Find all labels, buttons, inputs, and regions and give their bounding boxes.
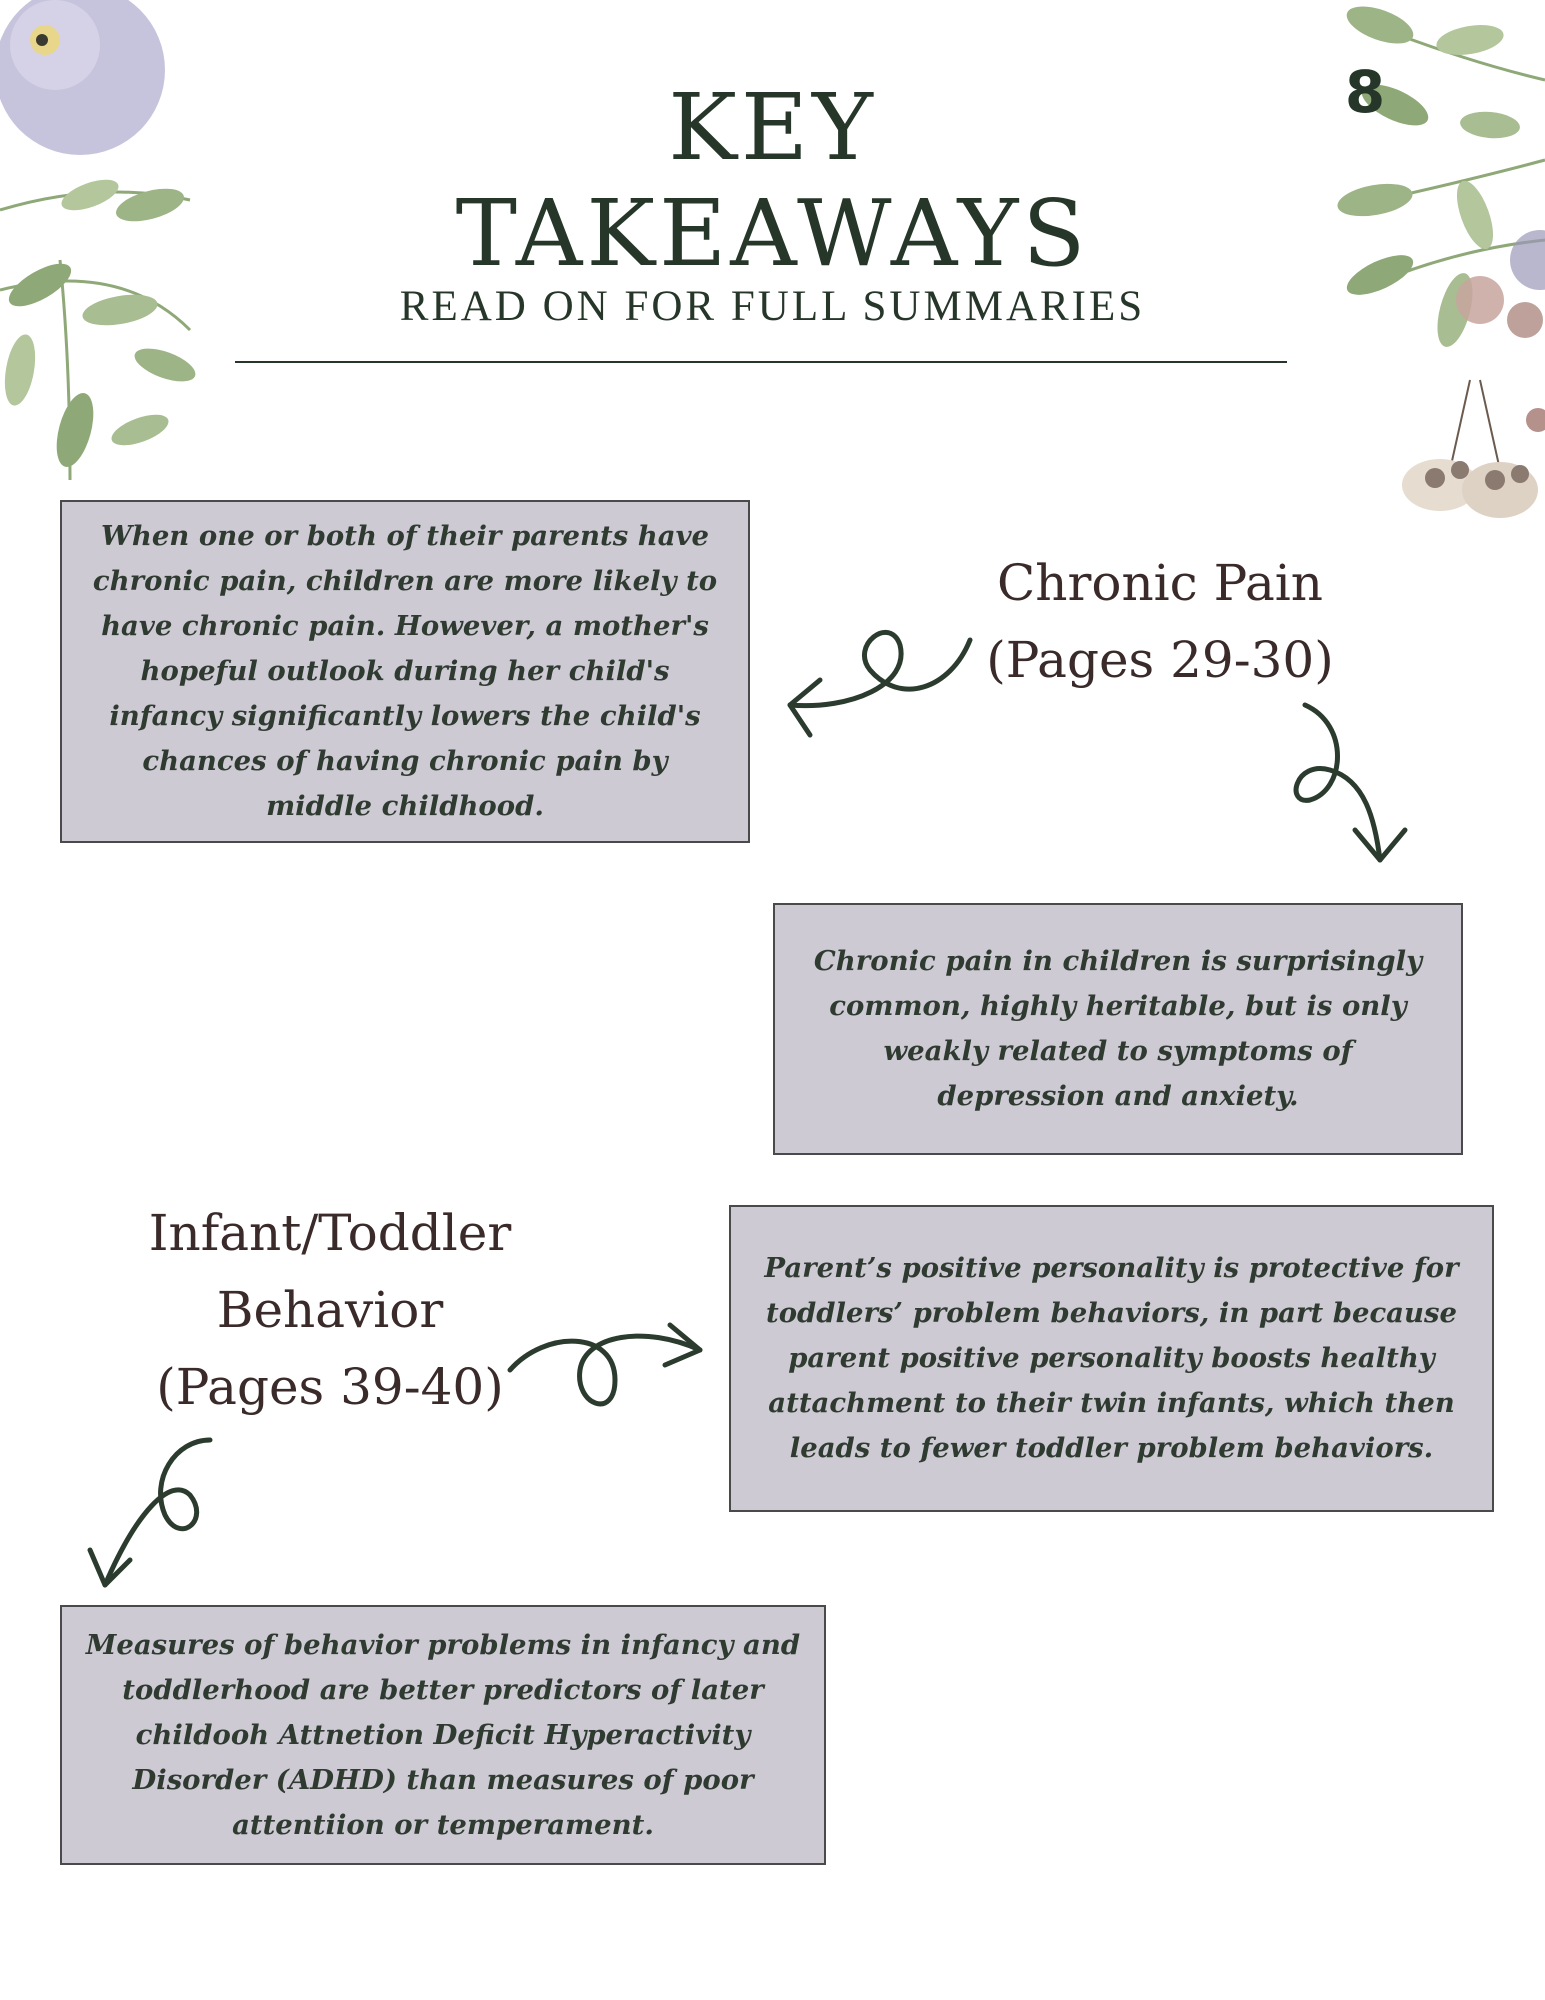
section-title-line: Infant/Toddler (148, 1204, 512, 1262)
page-title-line2: TAKEAWAYS (455, 180, 1090, 287)
card-text: Parent’s positive personality is protective for toddlers’ problem behaviors, in part because parent positive personality boosts healthy attachment to their twin infants, which then leads to fewer toddler problem behaviors. (764, 1252, 1459, 1464)
card-text: Measures of behavior problems in infancy and toddlerhood are better predictors of later childooh Attnetion Deficit Hyperactivity Disorder (ADHD) than measures of poor attentiion or temperament. (85, 1628, 801, 1841)
curly-arrow-left-icon (780, 610, 980, 740)
section-title-pages: (Pages 39-40) (156, 1358, 504, 1416)
takeaway-card-parent-personality (729, 1205, 1494, 1512)
curly-arrow-down-left-icon (80, 1430, 230, 1600)
section-title-line: Behavior (216, 1281, 444, 1339)
section-title-chronic-pain (960, 545, 1360, 699)
page-title-line1: KEY (668, 74, 877, 181)
card-text: When one or both of their parents have chronic pain, children are more likely to have chronic pain. However, a mother's hopeful outlook during her child's infancy significantly lowers the child's chances of having chronic pain by middle childhood. (92, 520, 718, 822)
takeaway-card-adhd-predictors (60, 1605, 826, 1865)
page-subtitle: READ ON FOR FULL SUMMARIES (399, 283, 1146, 330)
section-title-infant-toddler (120, 1195, 540, 1426)
curly-arrow-down-icon (1290, 700, 1430, 870)
curly-arrow-right-icon (505, 1310, 715, 1420)
header-divider (235, 361, 1287, 363)
section-title-line: Chronic Pain (997, 554, 1323, 612)
card-text: Chronic pain in children is surprisingly common, highly heritable, but is only weakly related to symptoms of depression and anxiety. (813, 945, 1423, 1112)
takeaway-card-chronic-pain-parents (60, 500, 750, 843)
page-number: 8 (1344, 58, 1386, 126)
section-title-pages: (Pages 29-30) (986, 631, 1334, 689)
takeaway-card-chronic-pain-heritable (773, 903, 1463, 1155)
